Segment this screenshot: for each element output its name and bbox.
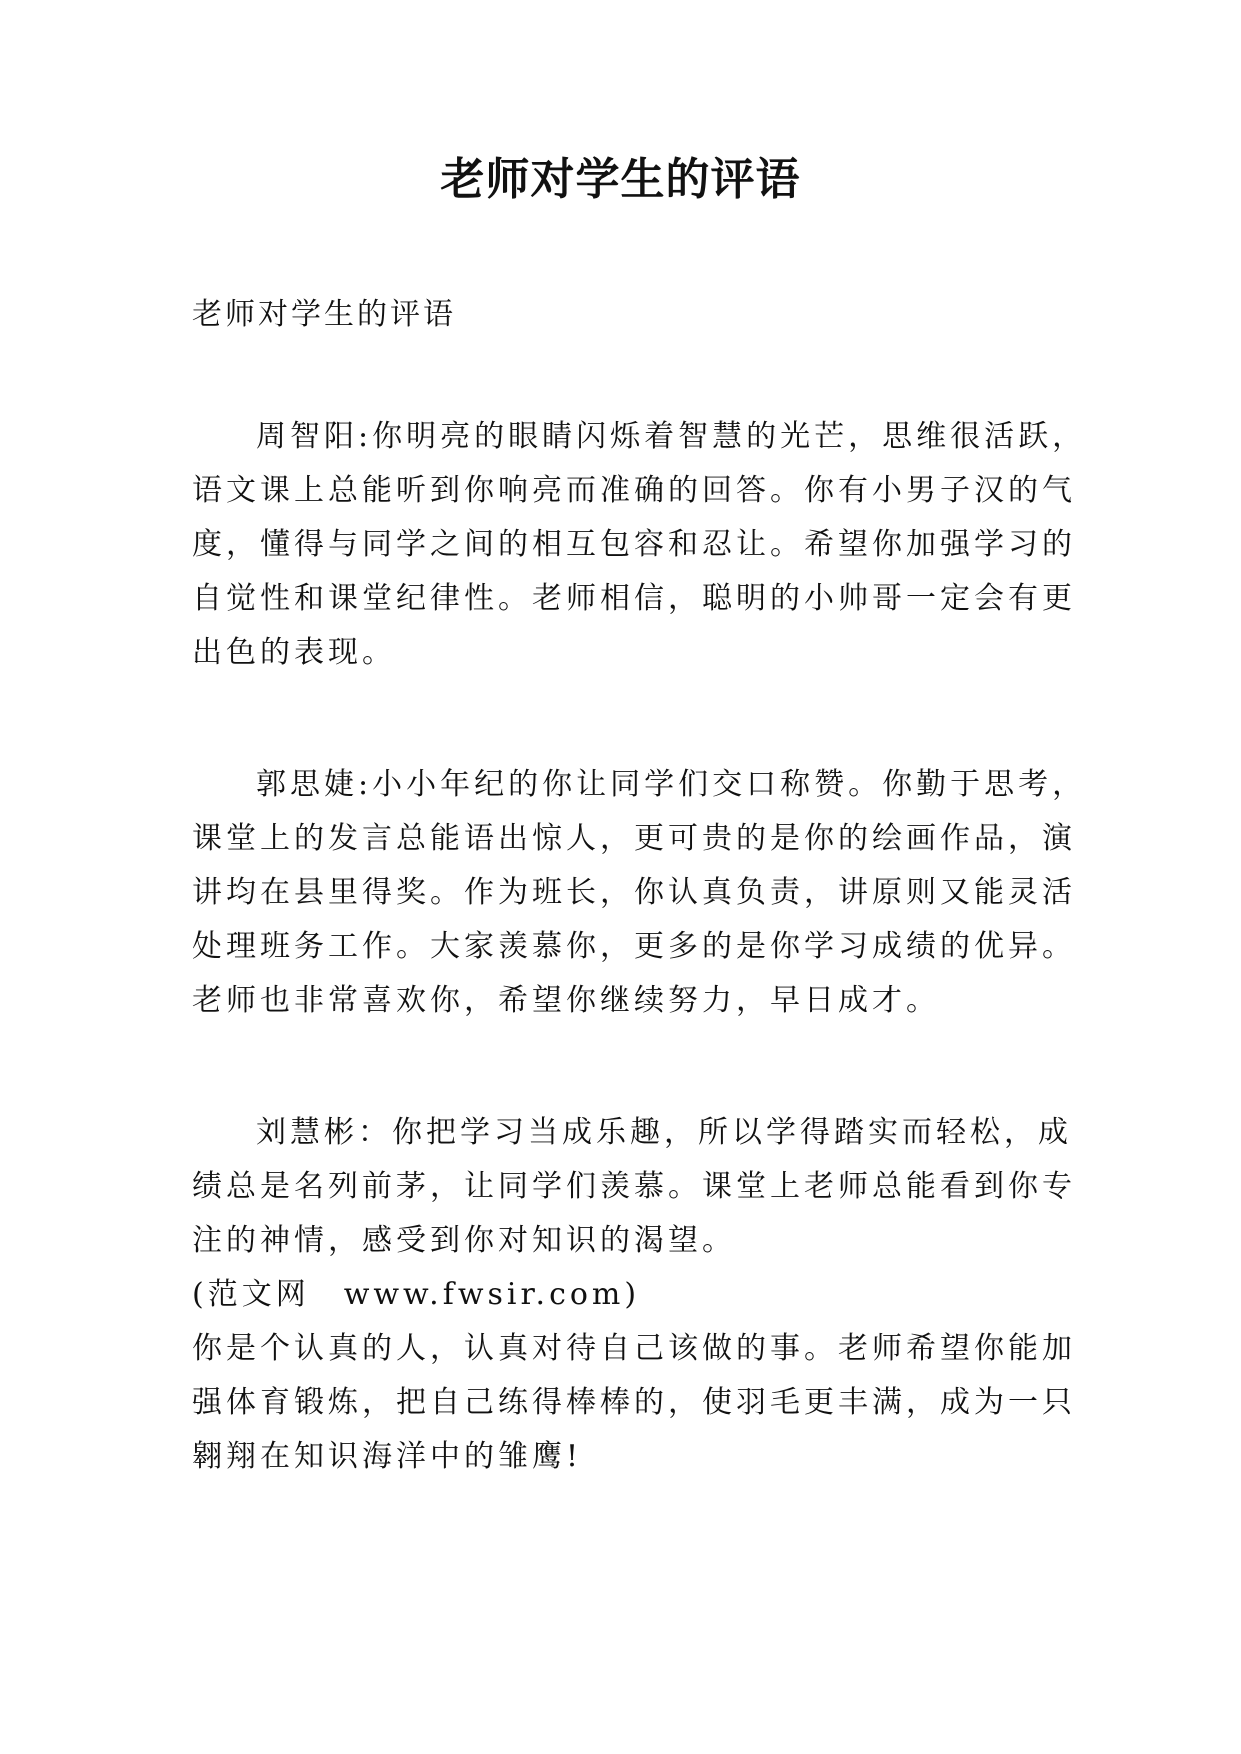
paragraph-line: 强体育锻炼，把自己练得棒棒的，使羽毛更丰满，成为一只 bbox=[192, 1385, 1076, 1420]
source-credit-line: (范文网 www.fwsir.com) bbox=[192, 1277, 641, 1312]
paragraph-line: 语文课上总能听到你响亮而准确的回答。你有小男子汉的气 bbox=[192, 473, 1076, 508]
document-title: 老师对学生的评语 bbox=[440, 154, 801, 205]
paragraph-line: 出色的表现。 bbox=[192, 635, 396, 670]
paragraph-line: 绩总是名列前茅，让同学们羡慕。课堂上老师总能看到你专 bbox=[192, 1169, 1076, 1204]
paragraph-line: 课堂上的发言总能语出惊人，更可贵的是你的绘画作品，演 bbox=[192, 821, 1076, 856]
paragraph-line: 郭思婕:小小年纪的你让同学们交口称赞。你勤于思考， bbox=[256, 767, 1087, 802]
paragraph-line: 你是个认真的人，认真对待自己该做的事。老师希望你能加 bbox=[192, 1331, 1076, 1366]
paragraph-line: 自觉性和课堂纪律性。老师相信，聪明的小帅哥一定会有更 bbox=[192, 581, 1076, 616]
comment-paragraph-zhou-zhiyang bbox=[192, 410, 1087, 680]
paragraph-line: 老师也非常喜欢你，希望你继续努力，早日成才。 bbox=[192, 983, 940, 1018]
paragraph-line: 度，懂得与同学之间的相互包容和忍让。希望你加强学习的 bbox=[192, 527, 1076, 562]
paragraph-line: 处理班务工作。大家羡慕你，更多的是你学习成绩的优异。 bbox=[192, 929, 1076, 964]
paragraph-line: 讲均在县里得奖。作为班长，你认真负责，讲原则又能灵活 bbox=[192, 875, 1076, 910]
comment-paragraph-guo-sijie bbox=[192, 758, 1087, 1028]
comment-paragraph-liu-huibin bbox=[192, 1106, 1076, 1484]
paragraph-line: 刘慧彬：你把学习当成乐趣，所以学得踏实而轻松，成 bbox=[256, 1115, 1072, 1150]
document-subtitle: 老师对学生的评语 bbox=[192, 297, 456, 332]
paragraph-line: 注的神情，感受到你对知识的渴望。 bbox=[192, 1223, 736, 1258]
paragraph-line: 周智阳:你明亮的眼睛闪烁着智慧的光芒，思维很活跃， bbox=[256, 419, 1087, 454]
paragraph-line: 翱翔在知识海洋中的雏鹰! bbox=[192, 1439, 583, 1474]
